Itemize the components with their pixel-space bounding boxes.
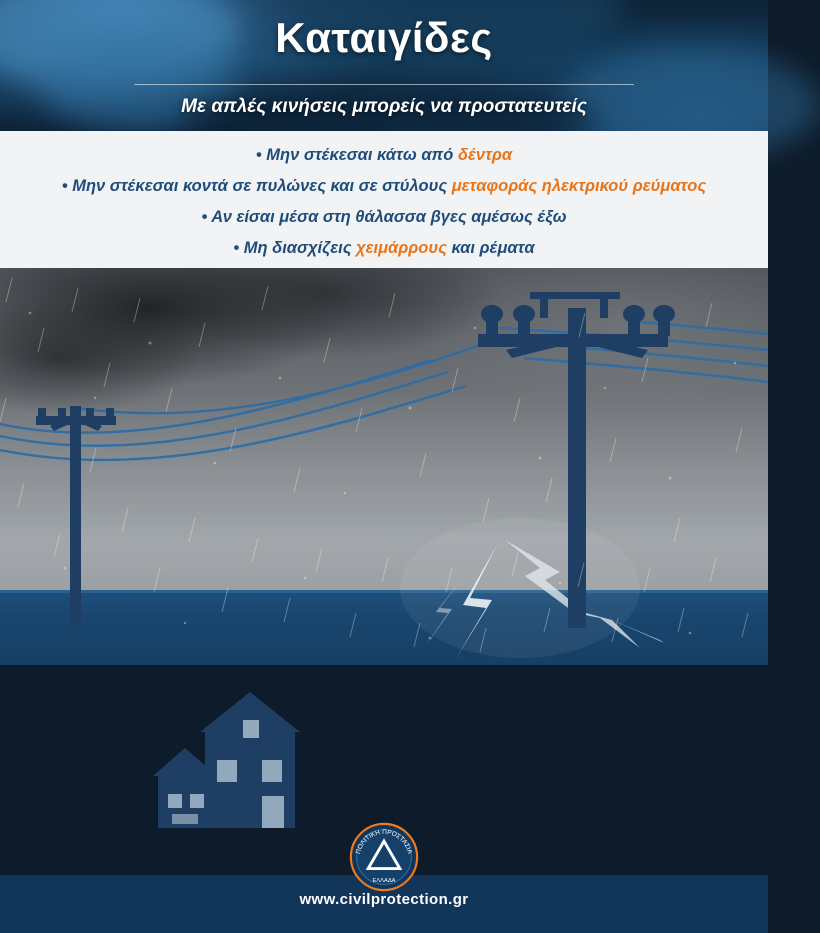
page-subtitle: Με απλές κινήσεις μπορείς να προστατευτείς [181,96,587,117]
title-divider [134,84,634,85]
tip-text-pre: Μην στέκεσαι κοντά σε πυλώνες και σε στύλους [67,177,452,195]
lightning-glow [400,518,640,658]
storm-illustration [0,268,768,908]
tip-text-highlight: χειμάρρους [356,239,447,257]
tip-item [0,202,768,233]
civil-protection-logo-icon [348,821,420,893]
tip-text-post: και ρέματα [446,239,535,257]
tip-bullet: • [233,239,240,257]
website-url[interactable]: www.civilprotection.gr [299,891,469,908]
tip-bullet: • [201,208,208,226]
house-large [200,692,300,828]
tip-text-pre: Αν είσαι μέσα στη θάλασσα βγες αμέσως έξω [207,208,567,226]
svg-text:ΠΟΛΙΤΙΚΗ ΠΡΟΣΤΑΣΙΑ: ΠΟΛΙΤΙΚΗ ΠΡΟΣΤΑΣΙΑ [354,828,414,855]
scene-vector-layer [0,268,768,665]
tip-text-highlight: μεταφοράς ηλεκτρικού ρεύματος [451,177,707,195]
tips-panel [0,131,768,268]
tip-text-pre: Μην στέκεσαι κάτω από [261,146,458,164]
tip-bullet: • [255,146,262,164]
utility-pole-left [36,406,116,626]
svg-text:ΕΛΛΑΔΑ: ΕΛΛΑΔΑ [372,878,396,885]
tip-bullet: • [61,177,68,195]
page-title: Καταιγίδες [275,14,493,61]
tip-item [0,233,768,264]
tip-item [0,140,768,171]
header-band [0,0,768,131]
tip-text-pre: Μη διασχίζεις [239,239,357,257]
tip-text-highlight: δέντρα [457,146,513,164]
tip-item [0,171,768,202]
